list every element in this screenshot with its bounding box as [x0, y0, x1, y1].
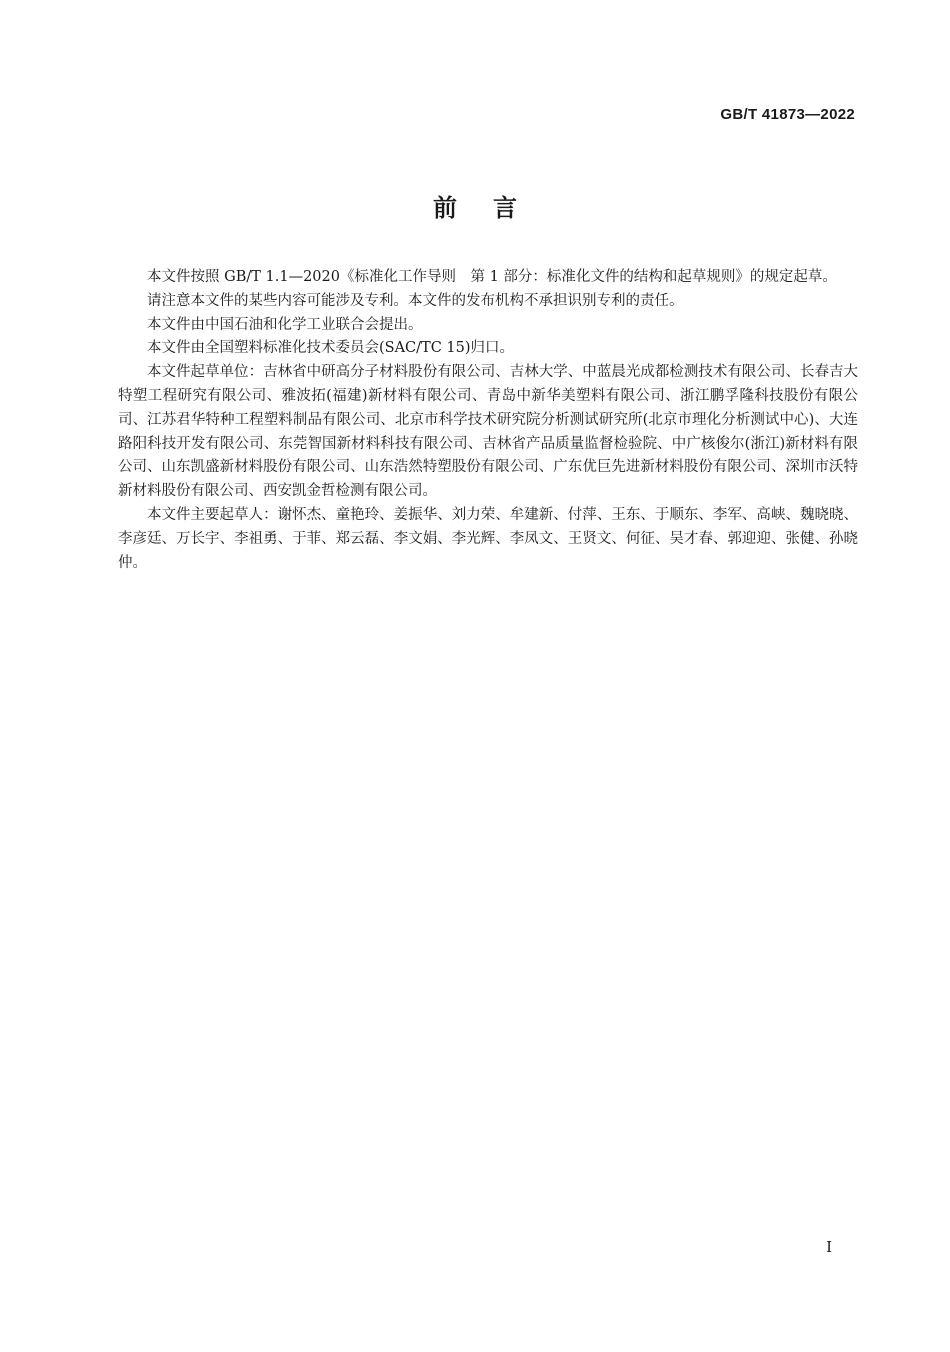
foreword-body: [118, 266, 858, 575]
paragraph-proposer: 本文件由中国石油和化学工业联合会提出。: [147, 316, 423, 333]
paragraph-patent-notice: 请注意本文件的某些内容可能涉及专利。本文件的发布机构不承担识别专利的责任。: [147, 292, 684, 309]
paragraph-drafting-rules: 本文件按照 GB/T 1.1—2020《标准化工作导则 第 1 部分：标准化文件的结构和起草规则》的规定起草。: [147, 269, 837, 285]
standard-number: GB/T 41873—2022: [720, 106, 855, 123]
page-number: I: [826, 1238, 832, 1256]
paragraph-technical-committee: 本文件由全国塑料标准化技术委员会(SAC/TC 15)归口。: [147, 340, 515, 357]
page-title: 前言: [433, 194, 553, 222]
paragraph-drafting-organizations: 本文件起草单位：吉林省中研高分子材料股份有限公司、吉林大学、中蓝晨光成都检测技术有限公司、长春吉大特塑工程研究有限公司、雅波拓(福建)新材料有限公司、青岛中新华美塑料有限公司、浙江鹏孚隆科技股份有限公司、江苏君华特种工程塑料制品有限公司、北京市科学技术研究院分析测试研究所(北京市理化分析测试中心)、大连路阳科技开发有限公司、东莞智国新材料科技有限公司、吉林省产品质量监督检验院、中广核俊尔(浙江)新材料有限公司、山东凯盛新材料股份有限公司、山东浩然特塑股份有限公司、广东优巨先进新材料股份有限公司、深圳市沃特新材料股份有限公司、西安凯金哲检测有限公司。: [118, 364, 858, 500]
paragraph-drafters: 本文件主要起草人：谢怀杰、童艳玲、姜振华、刘力荣、牟建新、付萍、王东、于顺东、李军、高峡、魏晓晓、李彦廷、万长宇、李祖勇、于菲、郑云磊、李文娟、李光辉、李凤文、王贤文、何征、吴才春、郭迎迎、张健、孙晓仲。: [118, 506, 858, 571]
